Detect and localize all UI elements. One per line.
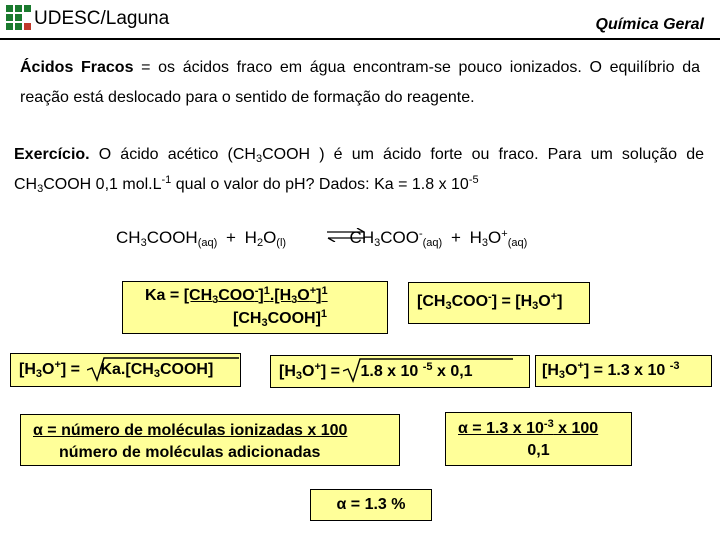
eq-text: O (488, 228, 502, 247)
calc-text: ] = (320, 363, 345, 380)
state-label: (l) (276, 237, 287, 249)
result-text: [H (542, 362, 559, 379)
sqrt-text: ] = (60, 361, 85, 378)
exercise-text: COOH ) é um ácido forte ou fraco. Para um solução de CH (14, 146, 704, 193)
exponent: -3 (669, 360, 680, 372)
eq-text: CH (349, 228, 375, 247)
subscript: 3 (558, 369, 566, 381)
charge: + (550, 291, 558, 303)
ka-numerator-text: COO (218, 287, 255, 304)
subscript: 3 (295, 370, 303, 382)
result-text: O (565, 362, 578, 379)
charge: - (488, 291, 492, 303)
equilibrium-arrow-icon (327, 228, 365, 242)
equal-text: O (538, 293, 551, 310)
sqrt-icon (87, 356, 239, 382)
exercise-text: O ácido acético (CH (89, 146, 256, 163)
subscript: 3 (212, 294, 219, 306)
charge: + (314, 361, 321, 373)
alpha-calc-denominator: 0,1 (527, 442, 550, 459)
logo-text: UDESC/Laguna (34, 8, 170, 29)
alpha-calc-numerator: x 100 (553, 420, 599, 437)
subscript: 2 (256, 237, 264, 249)
ka-numerator-text: [CH (183, 287, 213, 304)
radicand-text: COOH] (159, 361, 214, 378)
ka-denominator-text: COOH] (267, 310, 321, 327)
alpha-calculation-box (445, 412, 632, 466)
plus-sign: + (225, 228, 236, 247)
ka-label: Ka = (145, 287, 184, 304)
h3o-sqrt-formula-box (10, 353, 241, 387)
eq-text: O (263, 228, 277, 247)
header-divider (0, 38, 720, 40)
exercise-paragraph (14, 140, 704, 200)
ka-denominator-text: [CH (233, 310, 262, 327)
equal-text: [CH (417, 293, 446, 310)
radicand-text: x 0,1 (432, 363, 473, 380)
subscript: 3 (261, 317, 268, 329)
subscript: 3 (35, 368, 43, 380)
h3o-result-box (535, 355, 712, 387)
radicand-text: Ka.[CH (100, 361, 154, 378)
header (0, 0, 720, 38)
udesc-logo-icon (4, 3, 34, 33)
ka-numerator-text: .[H (269, 287, 292, 304)
state-label: (aq) (197, 237, 218, 249)
subscript: 3 (532, 300, 539, 312)
charge: + (54, 359, 61, 371)
eq-text: H (244, 228, 257, 247)
course-title: Química Geral (595, 16, 704, 33)
sqrt-text: [H (19, 361, 36, 378)
calc-text: [H (279, 363, 296, 380)
exponent: -5 (422, 361, 433, 373)
exercise-label: Exercício. (14, 146, 90, 163)
subscript: 3 (37, 183, 44, 195)
eq-text: H (469, 228, 482, 247)
exercise-text: COOH 0,1 mol.L (43, 176, 162, 193)
alpha-result-text: α = 1.3 % (336, 496, 406, 513)
sqrt-icon (343, 357, 513, 383)
charge: - (254, 285, 259, 297)
equal-text: COO (451, 293, 489, 310)
chemical-equation (116, 228, 527, 248)
exponent: 1 (263, 285, 270, 297)
eq-text: COO (380, 228, 419, 247)
charge: + (309, 285, 317, 297)
state-label: (aq) (422, 237, 443, 249)
charge: + (577, 360, 584, 372)
intro-term: Ácidos Fracos (20, 59, 134, 76)
alpha-def-numerator: α = número de moléculas ionizadas x 100 (33, 422, 348, 439)
plus-sign: + (450, 228, 461, 247)
ka-expression-box (122, 281, 388, 334)
alpha-result-box (310, 489, 432, 521)
equal-text: ] (557, 293, 563, 310)
subscript: 3 (445, 300, 452, 312)
subscript: 3 (153, 368, 160, 380)
intro-text: = os ácidos fraco em água encontram-se pouco ionizados. O equilíbrio da reação está deslocado para o sentido de formação do reagente. (20, 59, 700, 106)
result-text: ] = 1.3 x 10 (583, 362, 670, 379)
h3o-calculation-box (270, 355, 530, 388)
alpha-def-denominator: número de moléculas adicionadas (59, 444, 321, 461)
subscript: 3 (481, 237, 489, 249)
ka-numerator-text: ] (258, 287, 264, 304)
subscript: 3 (374, 237, 381, 249)
subscript: 3 (255, 153, 263, 165)
exponent: 1 (320, 308, 328, 320)
superscript: -5 (468, 174, 479, 186)
calc-text: O (302, 363, 315, 380)
alpha-calc-numerator: α = 1.3 x 10 (458, 420, 544, 437)
radicand-text: 1.8 x 10 (360, 363, 423, 380)
state-label: (aq) (507, 237, 528, 249)
exponent: -3 (543, 418, 554, 430)
equal-text: ] = [H (491, 293, 533, 310)
subscript: 3 (291, 294, 298, 306)
superscript: -1 (161, 174, 172, 186)
exponent: 1 (321, 285, 328, 297)
ka-numerator-text: O (297, 287, 310, 304)
eq-text: COOH (146, 228, 198, 247)
alpha-definition-box (20, 414, 400, 466)
eq-text: CH (116, 228, 141, 247)
exercise-text: qual o valor do pH? Dados: Ka = 1.8 x 10 (171, 176, 469, 193)
subscript: 3 (140, 237, 147, 249)
sqrt-text: O (42, 361, 55, 378)
charge: - (418, 228, 423, 240)
ka-numerator-text: ] (316, 287, 322, 304)
intro-paragraph (20, 53, 700, 113)
charge: + (501, 228, 508, 240)
equal-concentration-box (408, 282, 590, 324)
